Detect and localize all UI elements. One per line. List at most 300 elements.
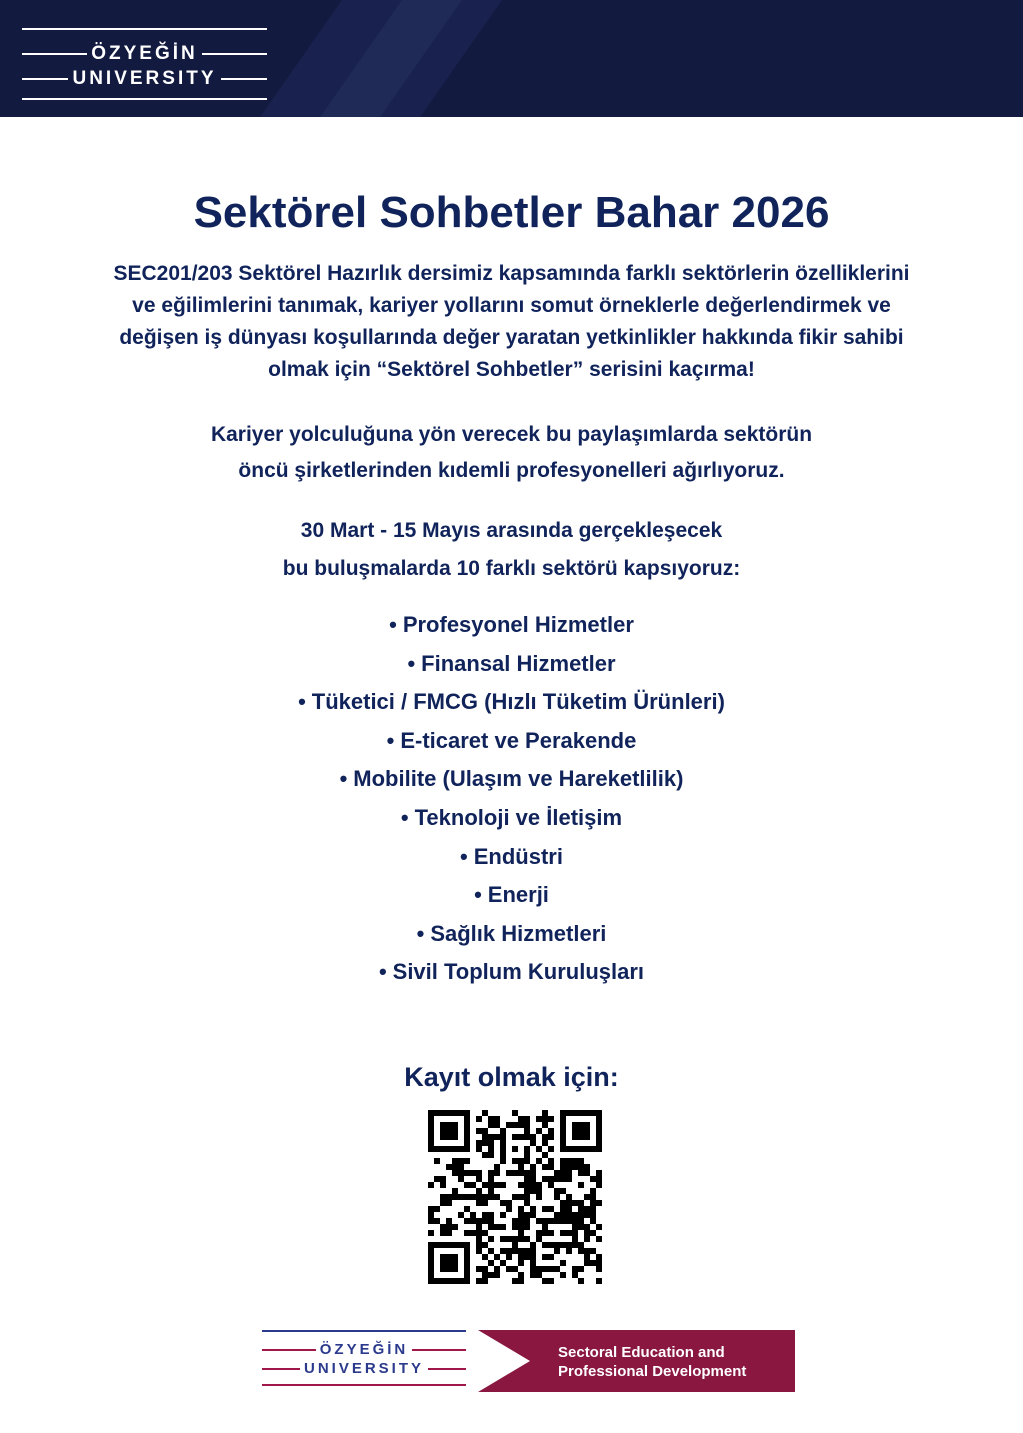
bullet: • bbox=[298, 689, 306, 715]
qr-module bbox=[524, 1134, 530, 1140]
qr-module bbox=[488, 1260, 494, 1266]
qr-module bbox=[548, 1158, 554, 1164]
qr-module bbox=[578, 1248, 584, 1254]
qr-module bbox=[560, 1200, 566, 1206]
qr-module bbox=[464, 1218, 470, 1224]
qr-module bbox=[518, 1212, 524, 1218]
qr-module bbox=[446, 1146, 452, 1152]
qr-module bbox=[482, 1266, 488, 1272]
qr-module bbox=[488, 1146, 494, 1152]
guests-line: Kariyer yolculuğuna yön verecek bu paylaşımlarda sektörün bbox=[210, 423, 813, 446]
qr-module bbox=[434, 1278, 440, 1284]
logo-rule bbox=[428, 1368, 466, 1370]
qr-module bbox=[458, 1170, 464, 1176]
qr-module bbox=[578, 1224, 584, 1230]
qr-module bbox=[548, 1230, 554, 1236]
qr-module bbox=[542, 1176, 548, 1182]
arrow-icon bbox=[478, 1330, 530, 1392]
qr-module bbox=[434, 1146, 440, 1152]
qr-module bbox=[488, 1224, 494, 1230]
qr-module bbox=[446, 1266, 452, 1272]
qr-module bbox=[596, 1224, 602, 1230]
qr-module bbox=[518, 1164, 524, 1170]
qr-module bbox=[590, 1248, 596, 1254]
qr-module bbox=[542, 1152, 548, 1158]
qr-module bbox=[572, 1272, 578, 1278]
qr-module bbox=[452, 1266, 458, 1272]
qr-module bbox=[566, 1170, 572, 1176]
qr-module bbox=[566, 1158, 572, 1164]
qr-module bbox=[548, 1182, 554, 1188]
sector-item: • Finansal Hizmetler bbox=[407, 650, 616, 676]
qr-module bbox=[524, 1194, 530, 1200]
qr-module bbox=[566, 1206, 572, 1212]
qr-module bbox=[500, 1212, 506, 1218]
qr-module bbox=[506, 1206, 512, 1212]
qr-module bbox=[458, 1176, 464, 1182]
qr-module bbox=[464, 1260, 470, 1266]
qr-module bbox=[452, 1146, 458, 1152]
qr-module bbox=[596, 1116, 602, 1122]
qr-module bbox=[500, 1248, 506, 1254]
qr-module bbox=[518, 1230, 524, 1236]
qr-module bbox=[464, 1140, 470, 1146]
qr-module bbox=[446, 1194, 452, 1200]
qr-module bbox=[506, 1200, 512, 1206]
qr-module bbox=[464, 1272, 470, 1278]
qr-module bbox=[572, 1164, 578, 1170]
qr-module bbox=[566, 1200, 572, 1206]
qr-module bbox=[482, 1242, 488, 1248]
qr-module bbox=[548, 1176, 554, 1182]
bullet: • bbox=[416, 920, 425, 946]
qr-module bbox=[554, 1266, 560, 1272]
qr-module bbox=[584, 1146, 590, 1152]
qr-module bbox=[560, 1260, 566, 1266]
qr-module bbox=[524, 1218, 530, 1224]
qr-module bbox=[494, 1254, 500, 1260]
qr-module bbox=[440, 1278, 446, 1284]
qr-module bbox=[560, 1206, 566, 1212]
qr-module bbox=[548, 1116, 554, 1122]
qr-module bbox=[548, 1278, 554, 1284]
qr-module bbox=[428, 1254, 434, 1260]
qr-module bbox=[440, 1182, 446, 1188]
sector-item: • Sağlık Hizmetleri bbox=[416, 920, 607, 946]
qr-module bbox=[488, 1194, 494, 1200]
department-badge bbox=[478, 1330, 795, 1392]
qr-module bbox=[524, 1188, 530, 1194]
qr-module bbox=[572, 1134, 578, 1140]
qr-module bbox=[578, 1266, 584, 1272]
qr-module bbox=[596, 1266, 602, 1272]
qr-module bbox=[512, 1248, 518, 1254]
qr-module bbox=[464, 1134, 470, 1140]
qr-module bbox=[440, 1146, 446, 1152]
qr-module bbox=[584, 1194, 590, 1200]
qr-module bbox=[440, 1128, 446, 1134]
qr-module bbox=[482, 1140, 488, 1146]
qr-module bbox=[476, 1116, 482, 1122]
qr-module bbox=[572, 1236, 578, 1242]
qr-module bbox=[494, 1224, 500, 1230]
qr-module bbox=[518, 1122, 524, 1128]
qr-module bbox=[560, 1116, 566, 1122]
qr-module bbox=[566, 1212, 572, 1218]
footer-university-logo[interactable] bbox=[262, 1330, 466, 1386]
qr-module bbox=[524, 1212, 530, 1218]
qr-module bbox=[440, 1122, 446, 1128]
qr-module bbox=[488, 1134, 494, 1140]
qr-module bbox=[536, 1266, 542, 1272]
qr-module bbox=[488, 1170, 494, 1176]
qr-module bbox=[554, 1176, 560, 1182]
qr-module bbox=[488, 1140, 494, 1146]
qr-module bbox=[524, 1122, 530, 1128]
qr-module bbox=[464, 1254, 470, 1260]
qr-module bbox=[524, 1116, 530, 1122]
qr-module bbox=[512, 1218, 518, 1224]
qr-module bbox=[428, 1218, 434, 1224]
qr-module bbox=[446, 1128, 452, 1134]
qr-module bbox=[518, 1158, 524, 1164]
qr-module bbox=[476, 1200, 482, 1206]
qr-module bbox=[452, 1278, 458, 1284]
qr-module bbox=[428, 1122, 434, 1128]
qr-module bbox=[566, 1176, 572, 1182]
qr-module bbox=[572, 1212, 578, 1218]
register-heading: Kayıt olmak için: bbox=[404, 1062, 619, 1092]
qr-module bbox=[524, 1152, 530, 1158]
qr-module bbox=[458, 1164, 464, 1170]
qr-module bbox=[596, 1200, 602, 1206]
qr-module bbox=[464, 1266, 470, 1272]
qr-module bbox=[494, 1122, 500, 1128]
qr-module bbox=[572, 1218, 578, 1224]
dates-line: 30 Mart - 15 Mayıs arasında gerçekleşecek bbox=[300, 519, 723, 542]
qr-module bbox=[548, 1242, 554, 1248]
qr-module bbox=[572, 1158, 578, 1164]
qr-module bbox=[542, 1206, 548, 1212]
qr-module bbox=[476, 1242, 482, 1248]
qr-module bbox=[464, 1242, 470, 1248]
qr-module bbox=[518, 1134, 524, 1140]
qr-module bbox=[458, 1278, 464, 1284]
qr-module bbox=[452, 1164, 458, 1170]
qr-module bbox=[560, 1176, 566, 1182]
qr-module bbox=[464, 1278, 470, 1284]
qr-module bbox=[500, 1128, 506, 1134]
qr-module bbox=[500, 1236, 506, 1242]
qr-module bbox=[548, 1218, 554, 1224]
qr-module bbox=[446, 1230, 452, 1236]
department-name: Sectoral Education and Professional Development bbox=[558, 1344, 747, 1380]
qr-module bbox=[428, 1146, 434, 1152]
qr-module bbox=[476, 1230, 482, 1236]
qr-module bbox=[530, 1170, 536, 1176]
qr-module bbox=[500, 1224, 506, 1230]
qr-module bbox=[446, 1134, 452, 1140]
qr-module bbox=[530, 1206, 536, 1212]
qr-module bbox=[596, 1176, 602, 1182]
qr-module bbox=[536, 1194, 542, 1200]
qr-module bbox=[428, 1182, 434, 1188]
qr-module bbox=[542, 1122, 548, 1128]
qr-module bbox=[470, 1194, 476, 1200]
qr-module bbox=[500, 1182, 506, 1188]
qr-module bbox=[524, 1146, 530, 1152]
sector-item: • Tüketici / FMCG (Hızlı Tüketim Ürünleri) bbox=[298, 689, 725, 715]
qr-module bbox=[548, 1164, 554, 1170]
qr-module bbox=[572, 1224, 578, 1230]
qr-module bbox=[434, 1206, 440, 1212]
qr-module bbox=[446, 1278, 452, 1284]
qr-module bbox=[548, 1254, 554, 1260]
qr-module bbox=[464, 1182, 470, 1188]
qr-module bbox=[548, 1146, 554, 1152]
qr-module bbox=[452, 1260, 458, 1266]
qr-module bbox=[542, 1278, 548, 1284]
qr-module bbox=[584, 1110, 590, 1116]
qr-module bbox=[464, 1230, 470, 1236]
qr-module bbox=[530, 1164, 536, 1170]
qr-module bbox=[464, 1248, 470, 1254]
bullet: • bbox=[389, 612, 397, 637]
qr-module bbox=[476, 1140, 482, 1146]
qr-module bbox=[578, 1164, 584, 1170]
qr-module bbox=[560, 1164, 566, 1170]
qr-module bbox=[584, 1224, 590, 1230]
qr-module bbox=[494, 1116, 500, 1122]
qr-module bbox=[476, 1170, 482, 1176]
qr-module bbox=[494, 1272, 500, 1278]
qr-module bbox=[476, 1266, 482, 1272]
qr-module bbox=[464, 1110, 470, 1116]
qr-module bbox=[512, 1134, 518, 1140]
footer-logo-wordmark-line1: ÖZYEĞİN bbox=[319, 1341, 409, 1358]
qr-module bbox=[476, 1224, 482, 1230]
qr-module bbox=[542, 1218, 548, 1224]
qr-module bbox=[554, 1248, 560, 1254]
qr-module bbox=[566, 1248, 572, 1254]
intro-paragraph bbox=[60, 258, 963, 386]
qr-module bbox=[446, 1122, 452, 1128]
qr-module bbox=[440, 1242, 446, 1248]
logo-rule bbox=[412, 1349, 466, 1351]
qr-module bbox=[428, 1272, 434, 1278]
qr-module bbox=[464, 1128, 470, 1134]
qr-module bbox=[542, 1230, 548, 1236]
qr-module bbox=[494, 1170, 500, 1176]
qr-module bbox=[464, 1122, 470, 1128]
qr-module bbox=[506, 1266, 512, 1272]
qr-module bbox=[476, 1236, 482, 1242]
qr-module bbox=[590, 1188, 596, 1194]
qr-module bbox=[524, 1254, 530, 1260]
qr-module bbox=[530, 1260, 536, 1266]
logo-wordmark-line1: ÖZYEĞİN bbox=[91, 43, 198, 64]
qr-module bbox=[482, 1194, 488, 1200]
qr-module bbox=[482, 1128, 488, 1134]
qr-module bbox=[428, 1248, 434, 1254]
qr-module bbox=[542, 1110, 548, 1116]
qr-module bbox=[578, 1158, 584, 1164]
qr-module bbox=[440, 1110, 446, 1116]
qr-module bbox=[440, 1260, 446, 1266]
qr-module bbox=[440, 1176, 446, 1182]
intro-line: değişen iş dünyası koşullarında değer yaratan yetkinlikler hakkında fikir sahibi bbox=[119, 326, 904, 349]
qr-module bbox=[590, 1218, 596, 1224]
qr-module bbox=[452, 1128, 458, 1134]
qr-module bbox=[578, 1200, 584, 1206]
qr-module bbox=[488, 1122, 494, 1128]
qr-module bbox=[488, 1248, 494, 1254]
qr-module bbox=[554, 1242, 560, 1248]
qr-module bbox=[452, 1158, 458, 1164]
qr-module bbox=[506, 1254, 512, 1260]
qr-module bbox=[578, 1128, 584, 1134]
qr-module bbox=[596, 1134, 602, 1140]
qr-module bbox=[518, 1116, 524, 1122]
bullet: • bbox=[378, 959, 387, 985]
qr-module bbox=[596, 1278, 602, 1284]
qr-module bbox=[596, 1260, 602, 1266]
qr-module bbox=[512, 1158, 518, 1164]
qr-module bbox=[434, 1176, 440, 1182]
qr-module bbox=[452, 1194, 458, 1200]
qr-module bbox=[440, 1254, 446, 1260]
intro-line: SEC201/203 Sektörel Hazırlık dersimiz kapsamında farklı sektörlerin özelliklerini bbox=[113, 262, 910, 285]
qr-module bbox=[476, 1128, 482, 1134]
qr-module bbox=[566, 1146, 572, 1152]
qr-module bbox=[554, 1218, 560, 1224]
qr-module bbox=[560, 1230, 566, 1236]
header-bar bbox=[0, 0, 1023, 117]
logo-wordmark-line2: UNIVERSITY bbox=[72, 68, 217, 89]
registration-qr-code[interactable] bbox=[428, 1110, 602, 1284]
sector-list bbox=[0, 606, 1023, 992]
qr-module bbox=[596, 1128, 602, 1134]
qr-module bbox=[500, 1260, 506, 1266]
qr-module bbox=[428, 1140, 434, 1146]
logo-rule bbox=[262, 1368, 300, 1370]
qr-module bbox=[518, 1248, 524, 1254]
qr-module bbox=[452, 1254, 458, 1260]
qr-module bbox=[500, 1200, 506, 1206]
qr-module bbox=[530, 1248, 536, 1254]
qr-module bbox=[428, 1242, 434, 1248]
bullet: • bbox=[400, 804, 409, 830]
qr-module bbox=[572, 1122, 578, 1128]
qr-module bbox=[464, 1146, 470, 1152]
qr-module bbox=[446, 1260, 452, 1266]
qr-module bbox=[584, 1164, 590, 1170]
qr-module bbox=[596, 1140, 602, 1146]
qr-module bbox=[464, 1170, 470, 1176]
qr-module bbox=[566, 1194, 572, 1200]
qr-module bbox=[518, 1218, 524, 1224]
qr-module bbox=[524, 1158, 530, 1164]
qr-module bbox=[536, 1158, 542, 1164]
qr-module bbox=[542, 1140, 548, 1146]
qr-module bbox=[566, 1230, 572, 1236]
qr-module bbox=[572, 1266, 578, 1272]
university-logo[interactable] bbox=[22, 18, 267, 100]
qr-module bbox=[506, 1170, 512, 1176]
qr-module bbox=[482, 1110, 488, 1116]
qr-module bbox=[530, 1188, 536, 1194]
qr-module bbox=[428, 1266, 434, 1272]
qr-module bbox=[500, 1146, 506, 1152]
qr-module bbox=[560, 1242, 566, 1248]
qr-module bbox=[596, 1122, 602, 1128]
qr-module bbox=[560, 1212, 566, 1218]
qr-module bbox=[560, 1218, 566, 1224]
qr-module bbox=[542, 1254, 548, 1260]
qr-module bbox=[482, 1272, 488, 1278]
qr-module bbox=[512, 1278, 518, 1284]
qr-module bbox=[512, 1194, 518, 1200]
qr-module bbox=[590, 1230, 596, 1236]
qr-module bbox=[476, 1248, 482, 1254]
qr-module bbox=[500, 1158, 506, 1164]
qr-module bbox=[482, 1182, 488, 1188]
qr-module bbox=[584, 1170, 590, 1176]
qr-module bbox=[596, 1182, 602, 1188]
qr-module bbox=[536, 1116, 542, 1122]
qr-module bbox=[578, 1146, 584, 1152]
qr-module bbox=[446, 1218, 452, 1224]
qr-module bbox=[596, 1170, 602, 1176]
qr-module bbox=[434, 1110, 440, 1116]
qr-module bbox=[440, 1194, 446, 1200]
qr-module bbox=[530, 1266, 536, 1272]
qr-module bbox=[464, 1194, 470, 1200]
qr-module bbox=[560, 1158, 566, 1164]
qr-module bbox=[578, 1212, 584, 1218]
qr-module bbox=[488, 1116, 494, 1122]
qr-module bbox=[488, 1272, 494, 1278]
qr-module bbox=[494, 1182, 500, 1188]
qr-module bbox=[494, 1134, 500, 1140]
qr-module bbox=[578, 1206, 584, 1212]
qr-module bbox=[590, 1194, 596, 1200]
qr-module bbox=[584, 1254, 590, 1260]
qr-module bbox=[578, 1134, 584, 1140]
qr-module bbox=[482, 1218, 488, 1224]
qr-module bbox=[566, 1218, 572, 1224]
qr-module bbox=[560, 1134, 566, 1140]
qr-module bbox=[518, 1206, 524, 1212]
qr-module bbox=[494, 1266, 500, 1272]
qr-module bbox=[512, 1266, 518, 1272]
sector-item: • Mobilite (Ulaşım ve Hareketlilik) bbox=[339, 766, 684, 792]
qr-module bbox=[452, 1134, 458, 1140]
qr-module bbox=[524, 1170, 530, 1176]
qr-module bbox=[500, 1140, 506, 1146]
qr-module bbox=[536, 1188, 542, 1194]
qr-module bbox=[458, 1158, 464, 1164]
qr-module bbox=[446, 1200, 452, 1206]
qr-module bbox=[452, 1224, 458, 1230]
qr-module bbox=[560, 1128, 566, 1134]
qr-module bbox=[464, 1158, 470, 1164]
qr-module bbox=[488, 1176, 494, 1182]
sector-item: • Endüstri bbox=[460, 843, 563, 869]
qr-module bbox=[560, 1110, 566, 1116]
qr-module bbox=[494, 1194, 500, 1200]
qr-module bbox=[440, 1266, 446, 1272]
